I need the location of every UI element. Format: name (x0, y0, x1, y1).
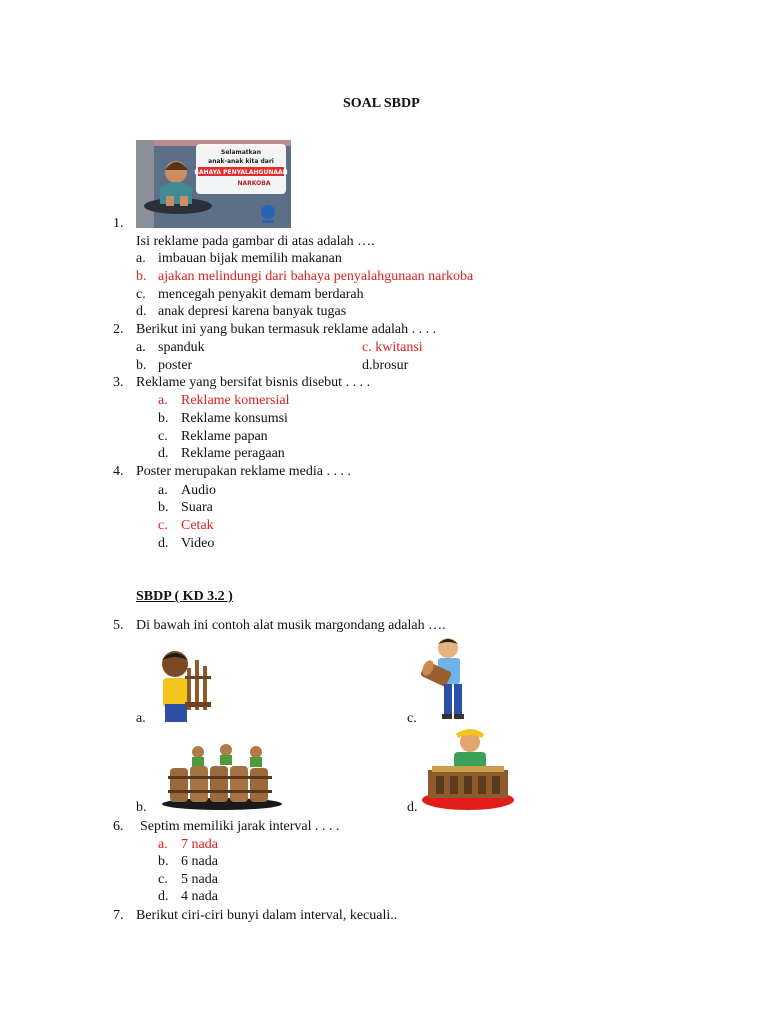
q1-option-b-answer: ajakan melindungi dari bahaya penyalahgunaan narkoba (158, 269, 474, 284)
q6-option-c-letter: c. (158, 872, 168, 887)
q5-option-d-letter: d. (407, 800, 418, 815)
q6-option-b: 6 nada (181, 854, 218, 869)
q3-option-d: Reklame peragaan (181, 446, 285, 461)
q1-option-b-letter: b. (136, 269, 147, 284)
q6-option-b-letter: b. (158, 854, 169, 869)
q6-option-a-answer: 7 nada (181, 837, 218, 852)
q3-option-c-letter: c. (158, 429, 168, 444)
q3-option-b-letter: b. (158, 411, 169, 426)
q2-option-b-letter: b. (136, 358, 147, 373)
q5-question: Di bawah ini contoh alat musik margondang adalah …. (136, 618, 446, 633)
q2-option-c-answer: c. kwitansi (362, 340, 423, 355)
gondang-drums-image (160, 742, 285, 812)
poster-line-2: anak-anak kita dari (208, 158, 274, 165)
q1-option-d-letter: d. (136, 304, 147, 319)
q6-option-a-letter: a. (158, 837, 168, 852)
q6-number: 6. (113, 819, 124, 834)
angklung-player-image (155, 648, 213, 724)
q5-option-a-letter: a. (136, 711, 146, 726)
q5-number: 5. (113, 618, 124, 633)
poster-line-1: Selamatkan (221, 149, 261, 156)
q6-option-d: 4 nada (181, 889, 218, 904)
q4-option-b: Suara (181, 500, 213, 515)
q4-option-d-letter: d. (158, 536, 169, 551)
q3-option-c: Reklame papan (181, 429, 268, 444)
narkoba-poster-image (136, 140, 291, 228)
q4-option-c-answer: Cetak (181, 518, 214, 533)
q4-option-c-letter: c. (158, 518, 168, 533)
q6-option-d-letter: d. (158, 889, 169, 904)
q4-option-d: Video (181, 536, 215, 551)
q3-number: 3. (113, 375, 124, 390)
poster-line-4: NARKOBA (237, 180, 271, 187)
q4-option-b-letter: b. (158, 500, 169, 515)
q2-option-a: spanduk (158, 340, 205, 355)
q1-option-c-letter: c. (136, 287, 146, 302)
q2-option-d: d.brosur (362, 358, 409, 373)
q7-number: 7. (113, 908, 124, 923)
q2-option-a-letter: a. (136, 340, 146, 355)
q3-option-b: Reklame konsumsi (181, 411, 288, 426)
poster-line-3: BAHAYA PENYALAHGUNAAN (194, 169, 288, 176)
q2-question: Berikut ini yang bukan termasuk reklame adalah . . . . (136, 322, 437, 337)
q5-option-c-letter: c. (407, 711, 417, 726)
q4-number: 4. (113, 464, 124, 479)
q7-question: Berikut ciri-ciri bunyi dalam interval, kecuali.. (136, 908, 398, 923)
q5-option-b-letter: b. (136, 800, 147, 815)
q3-question: Reklame yang bersifat bisnis disebut . . . . (136, 375, 371, 390)
q2-number: 2. (113, 322, 124, 337)
q1-option-a-letter: a. (136, 251, 146, 266)
q3-option-d-letter: d. (158, 446, 169, 461)
q1-number: 1. (113, 216, 124, 231)
q4-option-a-letter: a. (158, 483, 168, 498)
q1-option-d: anak depresi karena banyak tugas (158, 304, 347, 319)
q6-question: Septim memiliki jarak interval . . . . (140, 819, 340, 834)
q1-option-c: mencegah penyakit demam berdarah (158, 287, 364, 302)
q4-option-a: Audio (181, 483, 216, 498)
gamelan-player-image (420, 726, 516, 812)
q4-question: Poster merupakan reklame media . . . . (136, 464, 351, 479)
q6-option-c: 5 nada (181, 872, 218, 887)
drum-player-image (418, 636, 478, 722)
q1-option-a: imbauan bijak memilih makanan (158, 251, 342, 266)
q2-option-b: poster (158, 358, 193, 373)
section-heading: SBDP ( KD 3.2 ) (136, 589, 233, 604)
q3-option-a-answer: Reklame komersial (181, 393, 290, 408)
q1-question: Isi reklame pada gambar di atas adalah …. (136, 234, 375, 249)
q3-option-a-letter: a. (158, 393, 168, 408)
page-title: SOAL SBDP (343, 96, 420, 111)
